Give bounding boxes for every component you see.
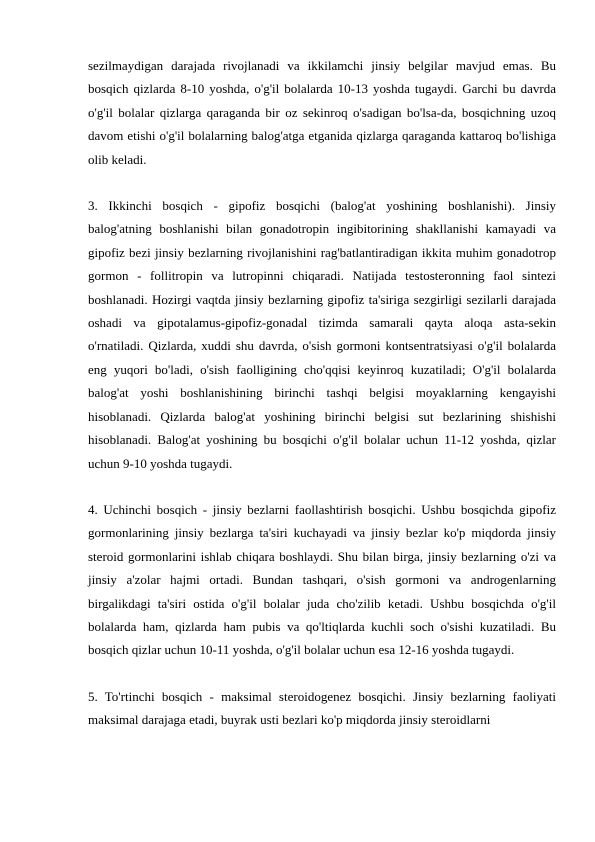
paragraph-spacer (88, 475, 556, 498)
paragraph-spacer (88, 171, 556, 194)
paragraph-stage-3: 4. Uchinchi bosqich - jinsiy bezlarni faollashtirish bosqichi. Ushbu bosqichda gipofiz gormonlarining jinsiy bezlarga ta'siri kuchayadi va jinsiy bezlar ko'p miqdorda jinsiy steroid gormonlarini ishlab chiqara boshlaydi. Shu bilan birga, jinsiy bezlarning o'zi va jinsiy a'zolar hajmi ortadi. Bundan tashqari, o'sish gormoni va androgenlarning birgalikdagi ta'siri ostida o'g'il bolalar juda cho'zilib ketadi. Ushbu bosqichda o'g'il bolalarda ham, qizlarda ham pubis va qo'ltiqlarda kuchli soch o'sishi kuzatiladi. Bu bosqich qizlar uchun 10-11 yoshda, o'g'il bolalar uchun esa 12-16 yoshda tugaydi. (88, 501, 556, 658)
paragraph-spacer (88, 662, 556, 685)
paragraph-stage-2: 3. Ikkinchi bosqich - gipofiz bosqichi (balog'at yoshining boshlanishi). Jinsiy balog'atning boshlanishi bilan gonadotropin ingibitorining shakllanishi kamayadi va gipofiz bezi jinsiy bezlarning rivojlanishini rag'batlantiradigan ikkita muhim gonadotrop gormon - follitropin va lutropinni chiqaradi. Natijada testosteronning faol sintezi boshlanadi. Hozirgi vaqtda jinsiy bezlarning gipofiz ta'siriga sezgirligi sezilarli darajada oshadi va gipotalamus-gipofiz-gonadal tizimda samarali qayta aloqa asta-sekin o'rnatiladi. Qizlarda, xuddi shu davrda, o'sish gormoni kontsentratsiyasi o'g'il bolalarda eng yuqori bo'ladi, o'sish faolligining cho'qqisi keyinroq kuzatiladi; O'g'il bolalarda balog'at yoshi boshlanishining birinchi tashqi belgisi moyaklarning kengayishi hisoblanadi. Qizlarda balog'at yoshining birinchi belgisi sut bezlarining shishishi hisoblanadi. Balog'at yoshining bu bosqichi o'g'il bolalar uchun 11-12 yoshda, qizlar uchun 9-10 yoshda tugaydi. (88, 198, 556, 471)
paragraph-continuation: sezilmaydigan darajada rivojlanadi va ikkilamchi jinsiy belgilar mavjud emas. Bu bosqich qizlarda 8-10 yoshda, o'g'il bolalarda 10-13 yoshda tugaydi. Garchi bu davrda o'g'il bolalar qizlarga qaraganda bir oz sekinroq o'sadigan bo'lsa-da, bosqichning uzoq davom etishi o'g'il bolalarning balog'atga etganida qizlarga qaraganda kattaroq bo'lishiga olib keladi. (88, 58, 556, 167)
document-page (88, 54, 556, 732)
paragraph-stage-4: 5. To'rtinchi bosqich - maksimal steroidogenez bosqichi. Jinsiy bezlarning faoliyati maksimal darajaga etadi, buyrak usti bezlari ko'p miqdorda jinsiy steroidlarni (88, 688, 556, 728)
